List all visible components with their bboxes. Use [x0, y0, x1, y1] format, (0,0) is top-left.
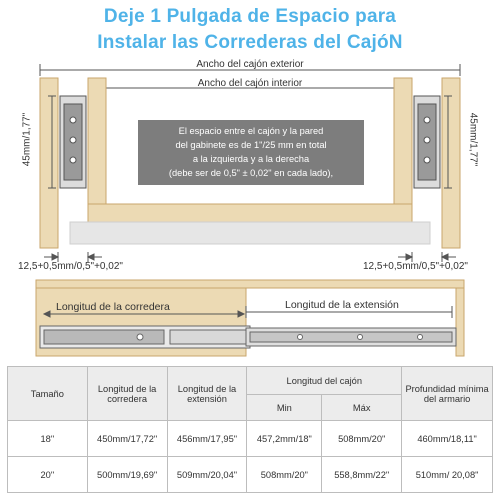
- note-line: a la izquierda y a la derecha: [192, 154, 310, 164]
- extended-slide-rail: [40, 326, 456, 348]
- header-size: Tamaño: [8, 367, 88, 421]
- cabinet-front-panel: [456, 288, 464, 356]
- right-gap-label: 12,5+0,5mm/0,5"+0,02": [363, 261, 468, 272]
- table-row: [8, 421, 493, 457]
- note-line: El espacio entre el cajón y la pared: [178, 126, 324, 136]
- slide-length-label: Longitud de la corredera: [56, 301, 170, 313]
- cabinet-left-wall: [40, 78, 58, 248]
- note-line: (debe ser de 0,5" ± 0,02" en cada lado),: [168, 168, 334, 178]
- drawer-left-side: [88, 78, 106, 222]
- right-slide: [414, 96, 440, 188]
- cabinet-section-top: [36, 280, 464, 288]
- cell-min: 508mm/20": [247, 457, 322, 493]
- title-line-1: Deje 1 Pulgada de Espacio para: [103, 6, 397, 27]
- extension-length-label: Longitud de la extensión: [285, 299, 399, 311]
- title-line-2: Instalar las Correderas del CajóN: [97, 32, 403, 53]
- header-slide-length: Longitud de la corredera: [87, 367, 167, 421]
- header-extension-length: Longitud de la extensión: [167, 367, 247, 421]
- drawer-bottom: [88, 204, 412, 222]
- header-max: Máx: [322, 395, 402, 421]
- right-height-label: 45mm/1,77": [467, 112, 479, 167]
- table-row: [8, 457, 493, 493]
- drawer-bottom-panel: [70, 222, 430, 244]
- outer-width-label: Ancho del cajón exterior: [196, 59, 304, 70]
- left-height-label: 45mm/1,77": [21, 112, 33, 167]
- note-line: del gabinete es de 1"/25 mm en total: [175, 140, 327, 150]
- cell-cabinet-depth: 510mm/ 20,08": [402, 457, 493, 493]
- drawer-right-side: [394, 78, 412, 222]
- cell-extension-length: 456mm/17,95": [167, 421, 247, 457]
- cell-size: 20": [8, 457, 88, 493]
- inner-width-label: Ancho del cajón interior: [197, 78, 303, 89]
- cell-max: 508mm/20": [322, 421, 402, 457]
- cell-size: 18": [8, 421, 88, 457]
- left-slide: [60, 96, 86, 188]
- spec-table: [7, 366, 493, 493]
- cell-max: 558,8mm/22": [322, 457, 402, 493]
- spacing-note-box: [138, 120, 364, 185]
- header-min: Min: [247, 395, 322, 421]
- cell-extension-length: 509mm/20,04": [167, 457, 247, 493]
- left-gap-label: 12,5+0,5mm/0,5"+0,02": [18, 261, 123, 272]
- cell-slide-length: 500mm/19,69": [87, 457, 167, 493]
- cabinet-right-wall: [442, 78, 460, 248]
- cell-slide-length: 450mm/17,72": [87, 421, 167, 457]
- header-cabinet-depth: Profundidad mínima del armario: [402, 367, 493, 421]
- header-drawer-length: Longitud del cajón: [247, 367, 402, 395]
- cell-min: 457,2mm/18": [247, 421, 322, 457]
- cell-cabinet-depth: 460mm/18,11": [402, 421, 493, 457]
